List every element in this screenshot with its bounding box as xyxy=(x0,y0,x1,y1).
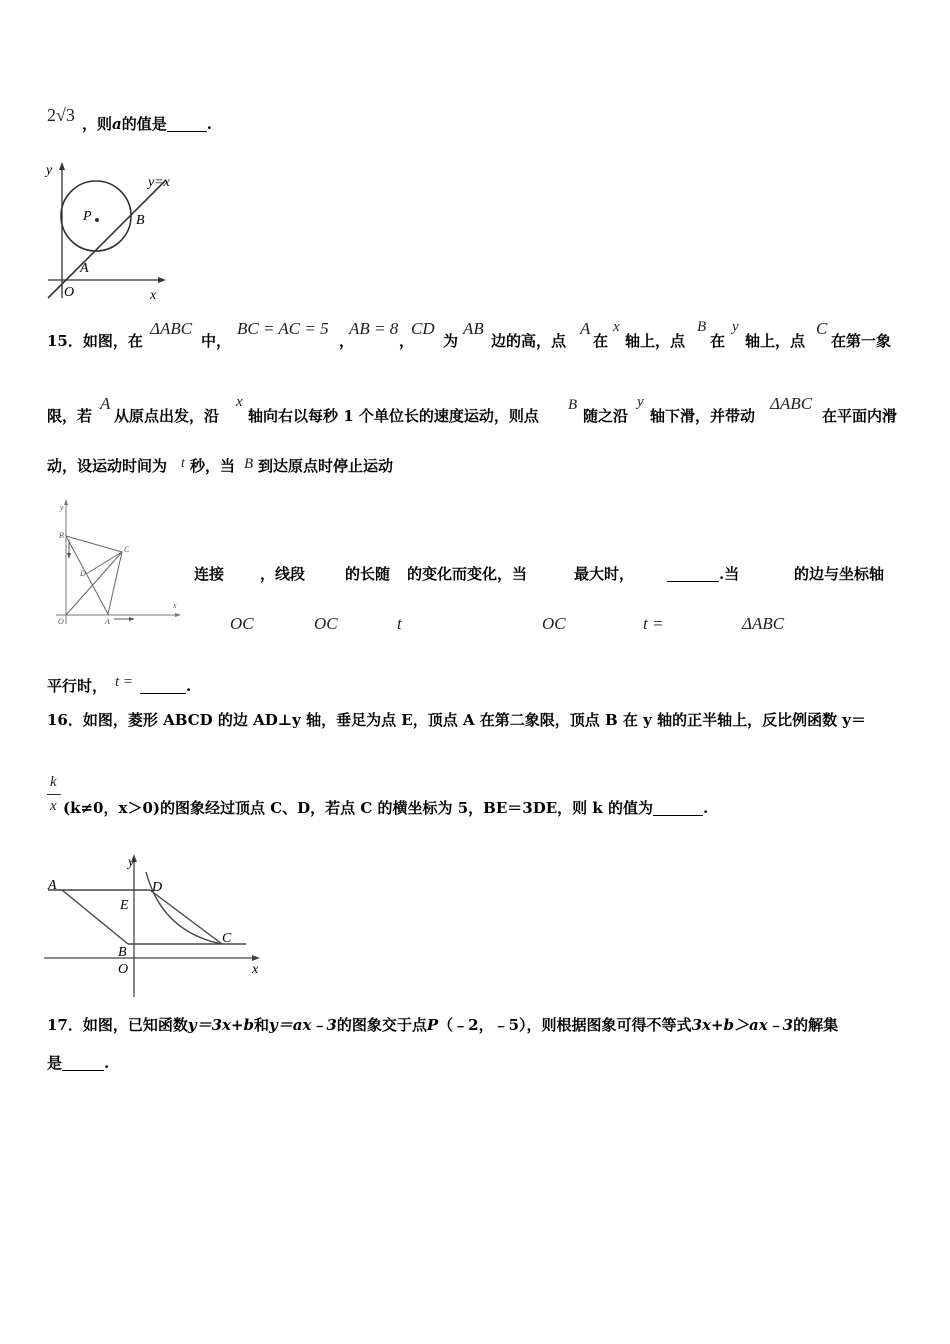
q16-fig-y: y xyxy=(128,855,135,870)
q15-l5-oc2: OC xyxy=(314,614,338,633)
q16-frac-num: k xyxy=(50,774,57,790)
q14-fig-a: A xyxy=(80,261,89,276)
q15-l5-oc3: OC xyxy=(542,614,566,633)
q15-l5-t: t xyxy=(397,614,402,633)
q16-figure xyxy=(44,852,269,1000)
q14-figure xyxy=(40,158,180,303)
q14-var-a: a xyxy=(112,115,122,133)
q17-func-2: y＝ax﹣3 xyxy=(269,1016,337,1034)
q15-l4-t2: ，线段 xyxy=(260,565,306,583)
q15-l4-blank-line xyxy=(667,567,739,582)
q15-l1-t3: 轴上，点 xyxy=(625,332,686,350)
q15-l5-oc1: OC xyxy=(230,614,254,633)
q16-l2: (k≠0，x＞0)的图象经过顶点 C、D，若点 C 的横坐标为 5，BE＝3DE，则 k 的值为 xyxy=(63,799,654,817)
q17-l1-a: 17．如图，已知函数 xyxy=(47,1016,188,1034)
q14-text xyxy=(82,117,212,132)
q14-fig-x: x xyxy=(150,288,157,303)
q15-fig-a: A xyxy=(105,617,110,626)
q14-end: . xyxy=(206,115,212,133)
q17-l1 xyxy=(47,1018,838,1033)
q16-l1: 16．如图，菱形 ABCD 的边 AD⊥y 轴，垂足为点 E，顶点 A 在第二象限，顶点 B 在 y 轴的正半轴上，反比例函数 y＝ xyxy=(47,711,867,729)
q14-fig-line: y=x xyxy=(148,175,170,190)
q15-l3-t1: 动，设运动时间为 xyxy=(47,457,168,475)
q17-point-p: P xyxy=(426,1016,439,1034)
q14-fig-o: O xyxy=(64,285,75,300)
q15-l2-t2: 从原点出发，沿 xyxy=(114,407,220,425)
q15-l1-tri: ΔABC xyxy=(150,319,193,338)
q15-l2-tri: ΔABC xyxy=(770,394,813,413)
q15-l4-t4: 的变化而变化，当 xyxy=(407,565,528,583)
q15-l1-num: 15．如图，在 xyxy=(47,332,143,350)
q15-l4-t6: .当 xyxy=(719,565,740,583)
q15-l6-end: . xyxy=(186,677,192,695)
q14-fig-p: P xyxy=(83,209,92,224)
q14-fig-y: y xyxy=(46,163,53,178)
q14-text-b: 的值是 xyxy=(121,115,167,133)
q15-l2-t5: 轴下滑，并带动 xyxy=(650,407,756,425)
q15-l1-t1: 边的高，点 xyxy=(491,332,567,350)
q15-l1-t6: 在第一象 xyxy=(831,332,892,350)
q15-l4-t3: 的长随 xyxy=(345,565,391,583)
q15-l6-blank-line xyxy=(140,679,191,694)
q15-l1-t2: 在 xyxy=(593,332,609,350)
q17-l2-end: . xyxy=(104,1054,110,1072)
q16-fig-e: E xyxy=(120,898,129,913)
q15-l1-b: B xyxy=(697,319,707,335)
q17-l1-b: 和 xyxy=(254,1016,270,1034)
q17-l1-e: 的解集 xyxy=(793,1016,839,1034)
q16-fig-c: C xyxy=(222,931,232,946)
q15-fig-b: B xyxy=(59,531,64,540)
q15-answer-blank-1[interactable] xyxy=(667,567,719,582)
q15-l2-y: y xyxy=(637,394,644,410)
q17-func-1: y＝3x+b xyxy=(187,1016,255,1034)
q15-l1-y: y xyxy=(732,319,739,335)
q15-l6-t1: 平行时， xyxy=(47,677,108,695)
q15-l1-x: x xyxy=(613,319,620,335)
q15-l5-tri: ΔABC xyxy=(742,614,785,633)
q15-l2-x: x xyxy=(236,394,243,410)
q15-l3-t2: 秒，当 xyxy=(190,457,236,475)
q17-l1-c: 的图象交于点 xyxy=(336,1016,427,1034)
q15-l1-zhong: 中， xyxy=(201,332,232,350)
q16-fig-x: x xyxy=(252,962,259,977)
q15-fig-d: D xyxy=(80,569,86,578)
q15-l1-ab: AB xyxy=(463,319,484,338)
q16-frac-den: x xyxy=(50,798,57,814)
q14-fig-b: B xyxy=(136,213,145,228)
q16-end: . xyxy=(703,799,709,817)
q15-l1-t4: 在 xyxy=(710,332,726,350)
q15-l1-comma1: ， xyxy=(339,332,355,350)
q15-l1-a: A xyxy=(580,319,591,338)
q17-answer-blank[interactable] xyxy=(62,1056,104,1071)
q15-l1-eq1: BC = AC = 5 xyxy=(237,319,329,338)
q15-l6-teq: t = xyxy=(115,674,134,690)
q15-l1-t5: 轴上，点 xyxy=(745,332,806,350)
q15-fig-x: x xyxy=(173,601,177,610)
q16-l2-line xyxy=(63,801,708,816)
q15-fig-c: C xyxy=(124,545,130,554)
q14-answer-blank[interactable] xyxy=(167,117,207,132)
q15-answer-blank-2[interactable] xyxy=(140,679,186,694)
q15-l2-t4: 随之沿 xyxy=(583,407,629,425)
q15-l2-t1: 限，若 xyxy=(47,407,93,425)
q17-l2 xyxy=(47,1056,109,1071)
q15-l3-t: t xyxy=(181,456,185,471)
q16-fig-b: B xyxy=(118,945,127,960)
q15-l1-comma2: ， xyxy=(399,332,415,350)
q15-l5-teq: t = xyxy=(643,614,664,633)
q15-l1-eq2: AB = 8 xyxy=(349,319,399,338)
q14-text-a: ，则 xyxy=(82,115,113,133)
q15-l2-a: A xyxy=(100,394,111,413)
q14-lead-math: 2√3 xyxy=(47,105,75,125)
q16-fig-d: D xyxy=(152,880,163,895)
q16-answer-blank[interactable] xyxy=(653,801,703,816)
q15-figure xyxy=(48,496,183,631)
q15-l1-wei: 为 xyxy=(443,332,459,350)
q15-l2-b: B xyxy=(568,397,578,413)
q15-l2-t3: 轴向右以每秒 1 个单位长的速度运动，则点 xyxy=(248,407,539,425)
q15-fig-o: O xyxy=(58,617,64,626)
q16-frac-bar xyxy=(47,794,61,795)
q15-l4-t5: 最大时， xyxy=(574,565,635,583)
q16-fig-a: A xyxy=(48,878,57,893)
q17-l2-a: 是 xyxy=(47,1054,63,1072)
q15-l2-t6: 在平面内滑 xyxy=(822,407,898,425)
q15-fig-y: y xyxy=(60,503,64,512)
q15-l1-cd: CD xyxy=(411,319,435,338)
q17-inequality: 3x+b＞ax﹣3 xyxy=(691,1016,794,1034)
q17-l1-d: （﹣2，﹣5），则根据图象可得不等式 xyxy=(438,1016,692,1034)
q15-l4-t7: 的边与坐标轴 xyxy=(794,565,885,583)
q15-l3-b: B xyxy=(244,456,254,472)
q16-fig-o: O xyxy=(118,962,129,977)
q15-l3-t3: 到达原点时停止运动 xyxy=(258,457,394,475)
q15-l4-t1: 连接 xyxy=(194,565,225,583)
q15-l1-c: C xyxy=(816,319,828,338)
